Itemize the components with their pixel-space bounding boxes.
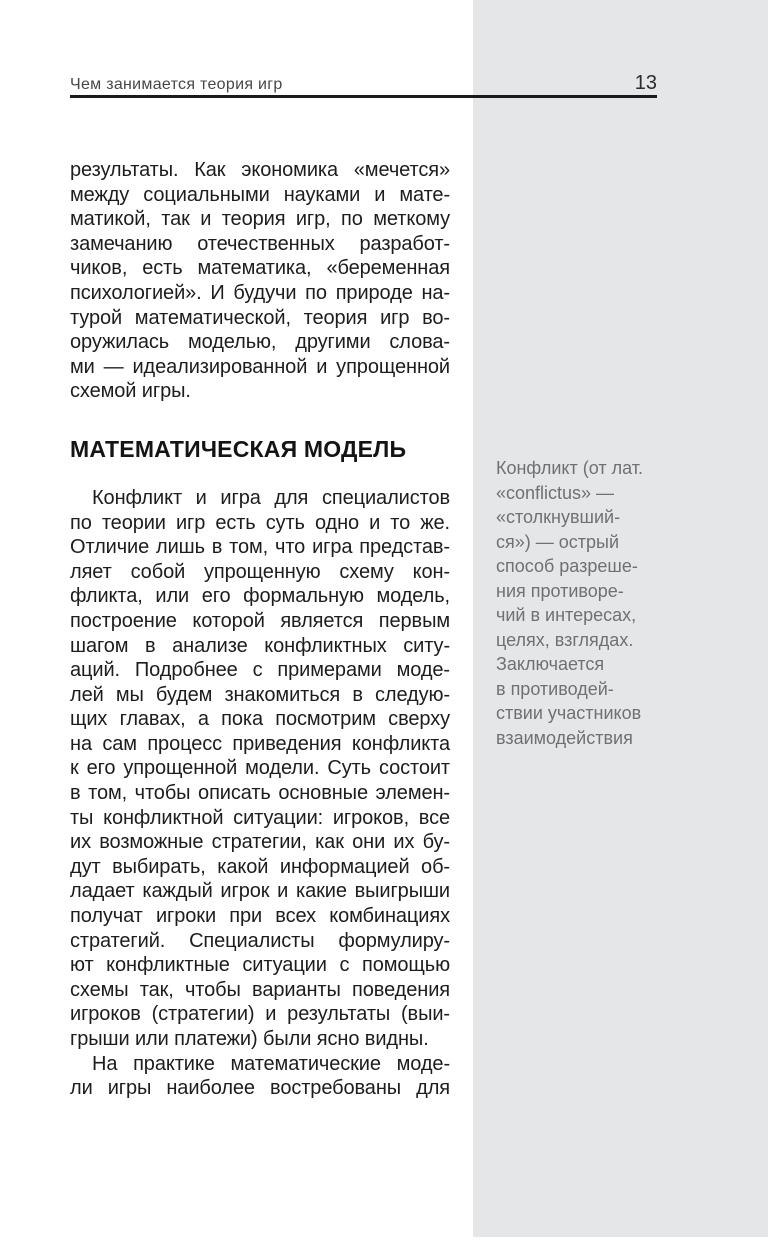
text-line: ты конфликтной ситуации: игроков, все (70, 806, 450, 829)
text-line: на сам процесс приведения конфликта (70, 732, 450, 755)
text-line: ся») — острый (496, 531, 620, 552)
text-line: фликта, или его формальную модель, (70, 585, 450, 608)
section-heading: МАТЕМАТИЧЕСКАЯ МОДЕЛЬ (70, 435, 407, 462)
text-line: построение которой является первым (70, 609, 450, 632)
text-line: между социальными науками и мате- (70, 183, 450, 206)
text-line: в противодей- (496, 678, 614, 699)
text-line: матикой, так и теория игр, по меткому (70, 208, 450, 231)
header-rule (70, 95, 657, 98)
text-line: дут выбирать, какой информацией об- (70, 855, 450, 878)
body-text-column (70, 158, 450, 1101)
text-line: оружилась моделью, другими слова- (70, 331, 450, 354)
text-line: их возможные стратегии, как они их бу- (70, 831, 450, 854)
text-line: получат игроки при всех комбинациях (70, 905, 450, 928)
text-line: «столкнувший- (496, 507, 621, 527)
text-line: по теории игр есть суть одно и то же. (70, 511, 450, 534)
text-line: ляет собой упрощенную схему кон- (70, 560, 450, 583)
text-line: схемой игры. (70, 380, 191, 403)
text-line: щих главах, а пока посмотрим сверху (70, 708, 450, 731)
margin-definition-note (496, 456, 674, 750)
text-line: игроков (стратегии) и результаты (выи- (70, 1003, 450, 1026)
text-line: целях, взглядах. (496, 629, 634, 650)
text-line: Заключается (496, 654, 605, 674)
text-line: ствии участников (496, 703, 642, 723)
text-line: лей мы будем знакомиться в следую- (70, 683, 450, 706)
text-line: взаимодействия (496, 727, 633, 748)
text-line: результаты. Как экономика «мечется» (70, 159, 450, 181)
text-line: психологией». И будучи по природе на- (70, 281, 450, 304)
text-line: аций. Подробнее с примерами моде- (70, 659, 450, 682)
text-line: чиков, есть математика, «беременная (70, 257, 450, 280)
text-line: ми — идеализированной и упрощенной (70, 355, 450, 378)
text-line: в том, чтобы описать основные элемен- (70, 782, 450, 805)
text-line: «conflictus» — (496, 482, 615, 503)
paragraph-intro (70, 158, 450, 404)
text-line: На практике математические моде- (92, 1052, 450, 1075)
text-line: Конфликт (от лат. (496, 458, 643, 478)
running-title: Чем занимается теория игр (70, 76, 283, 93)
text-line: к его упрощенной модели. Суть состоит (70, 757, 450, 780)
paragraph-model (70, 486, 450, 1052)
page-number: 13 (634, 72, 657, 94)
text-line: замечанию отечественных разработ- (70, 232, 450, 255)
text-line: Отличие лишь в том, что игра представ- (70, 536, 450, 559)
text-line: ладает каждый игрок и какие выигрыши (70, 880, 450, 903)
text-line: ния противоре- (496, 580, 624, 601)
text-line: стратегий. Специалисты формулиру- (70, 929, 450, 952)
text-line: Конфликт и игра для специалистов (92, 486, 450, 509)
text-line: грыши или платежи) были ясно видны. (70, 1028, 429, 1050)
paragraph-practice (70, 1052, 450, 1101)
text-line: способ разреше- (496, 556, 638, 576)
text-line: шагом в анализе конфликтных ситу- (70, 634, 450, 657)
text-line: ют конфликтные ситуации с помощью (70, 954, 450, 977)
text-line: ли игры наиболее востребованы для (70, 1077, 450, 1100)
text-line: чий в интересах, (496, 605, 637, 625)
text-line: схемы так, чтобы варианты поведения (70, 978, 450, 1001)
text-line: турой математической, теория игр во- (70, 306, 450, 329)
